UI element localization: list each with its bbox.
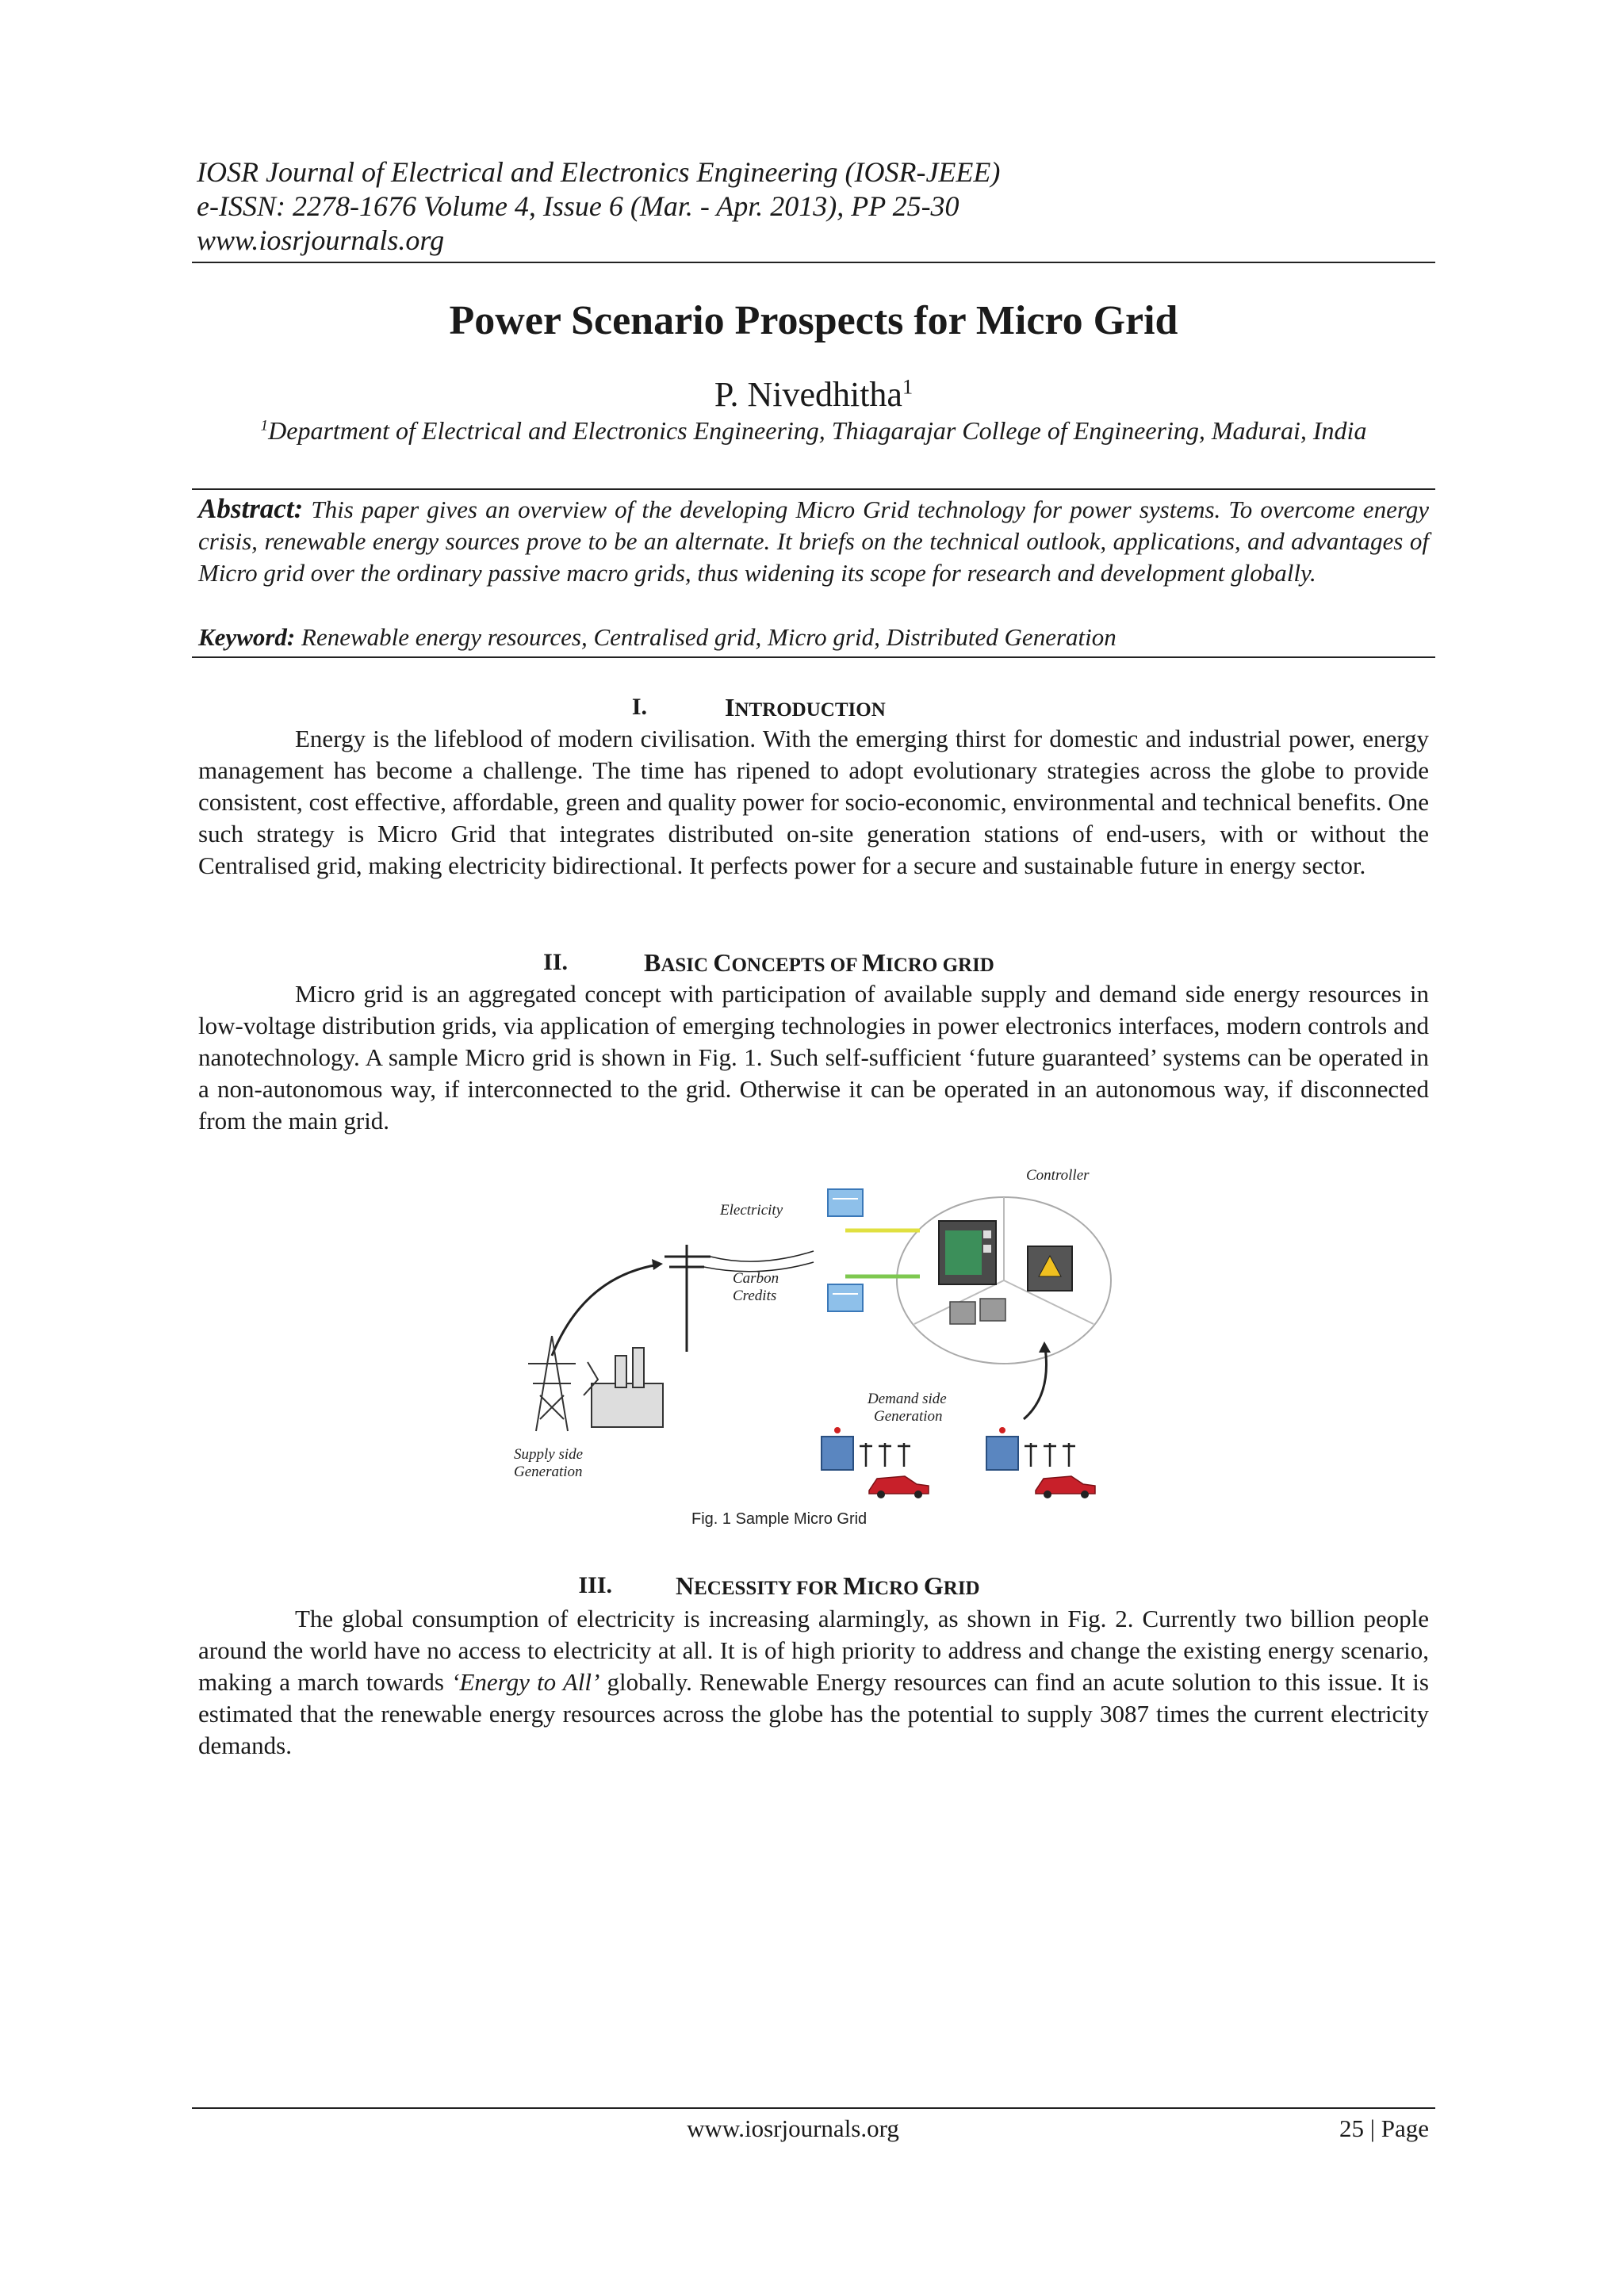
electricity-panel-icon bbox=[828, 1189, 863, 1216]
heading-fragment: ONCEPTS OF bbox=[731, 955, 862, 976]
electricity-label: Electricity bbox=[720, 1202, 783, 1219]
heading-fragment: B bbox=[644, 948, 661, 977]
paragraph-emphasis: ‘Energy to All’ bbox=[451, 1668, 600, 1696]
paragraph-text-part: globally. Renewable Energy resources can find an acute solution to this issue. It is estimated that the renewable energy resources across the globe has the potential to supply 3087 times the current electricity demands. bbox=[198, 1668, 1429, 1759]
heading-fragment: ICRO bbox=[867, 1578, 924, 1599]
author bbox=[192, 373, 1435, 417]
section-title bbox=[644, 947, 994, 982]
keywords-text: Renewable energy resources, Centralised grid, Micro grid, Distributed Generation bbox=[301, 623, 1116, 651]
affiliation bbox=[192, 414, 1435, 447]
keywords bbox=[198, 622, 1429, 653]
heading-fragment: RID bbox=[943, 1578, 980, 1599]
heading-fragment: M bbox=[861, 948, 887, 977]
heading-fragment: ECESSITY FOR bbox=[694, 1578, 844, 1599]
paragraph-text bbox=[198, 1603, 1429, 1762]
issn-line: e-ISSN: 2278-1676 Volume 4, Issue 6 (Mar. - Apr. 2013), PP 25-30 bbox=[197, 190, 959, 222]
heading-fragment: ICRO GRID bbox=[886, 955, 994, 976]
paragraph-text: Energy is the lifeblood of modern civilisation. With the emerging thirst for domestic and industrial power, energy management has become a challenge. The time has ripened to adopt evolutionary strategies across the globe to provide consistent, cost effective, affordable, green and quality power for socio-economic, environmental and technical benefits. One such strategy is Micro Grid that integrates distributed on-site generation stations of end-users, with or without the Centralised grid, making electricity bidirectional. It perfects power for a secure and sustainable future in energy sector. bbox=[198, 725, 1429, 879]
carbon-panel-icon bbox=[828, 1284, 863, 1311]
affiliation-superscript: 1 bbox=[260, 417, 269, 434]
abstract-top-rule bbox=[192, 488, 1435, 490]
heading-fragment: ASIC bbox=[661, 955, 714, 976]
supply-label-line2: Generation bbox=[514, 1464, 583, 1480]
basic-concepts-paragraph bbox=[198, 978, 1429, 1137]
demand-building-icon bbox=[986, 1427, 1018, 1470]
abstract-text: This paper gives an overview of the developing Micro Grid technology for power systems. To overcome energy crisis, renewable energy sources prove to be an alternate. It briefs on the technical outlook, applications, and advantages of Micro grid over the ordinary passive macro grids, thus widening its scope for research and development globally. bbox=[198, 496, 1429, 587]
header-rule bbox=[192, 262, 1435, 263]
transmission-tower-icon bbox=[528, 1336, 576, 1431]
monitor-icon bbox=[939, 1221, 996, 1284]
controller-label: Controller bbox=[1026, 1167, 1090, 1184]
paper-title: Power Scenario Prospects for Micro Grid bbox=[449, 298, 1178, 343]
author-superscript: 1 bbox=[902, 374, 914, 399]
keywords-label: Keyword: bbox=[198, 623, 296, 651]
demand-label-line1: Demand side bbox=[868, 1391, 947, 1407]
electric-car-icon bbox=[869, 1476, 929, 1498]
journal-name: IOSR Journal of Electrical and Electronics Engineering (IOSR-JEEE) bbox=[197, 156, 1001, 188]
abstract-bottom-rule bbox=[192, 656, 1435, 658]
abstract-label: Abstract: bbox=[198, 493, 304, 524]
journal-website: www.iosrjournals.org bbox=[197, 224, 445, 256]
figure-1-sample-micro-grid bbox=[496, 1158, 1131, 1538]
demand-building-icon bbox=[822, 1427, 853, 1470]
carbon-label-line1: Carbon bbox=[733, 1270, 779, 1287]
heading-fragment: I bbox=[725, 693, 735, 721]
footer-rule bbox=[192, 2107, 1435, 2109]
paragraph-text: Micro grid is an aggregated concept with participation of available supply and demand side energy resources in low-voltage distribution grids, via application of emerging technologies in power electronics interfaces, modern controls and nanotechnology. A sample Micro grid is shown in Fig. 1. Such self-sufficient ‘future guaranteed’ systems can be operated in a non-autonomous way, if interconnected to the grid. Otherwise it can be operated in an autonomous way, if disconnected from the main grid. bbox=[198, 980, 1429, 1135]
control-box-icon bbox=[1028, 1246, 1072, 1291]
distribution-poles-icon bbox=[860, 1443, 1075, 1467]
abstract bbox=[198, 493, 1429, 589]
supply-arrow bbox=[552, 1265, 659, 1356]
heading-fragment: N bbox=[676, 1571, 695, 1600]
footer-page-number: 25 | Page bbox=[1339, 2114, 1429, 2142]
demand-label-line2: Generation bbox=[874, 1408, 943, 1425]
introduction-paragraph bbox=[198, 723, 1429, 882]
heading-fragment: M bbox=[843, 1571, 868, 1600]
necessity-paragraph bbox=[198, 1603, 1429, 1762]
figure-caption: Fig. 1 Sample Micro Grid bbox=[691, 1510, 868, 1528]
supply-arrow-head bbox=[652, 1259, 663, 1270]
section-number: II. bbox=[543, 949, 568, 975]
section-number: III. bbox=[578, 1572, 612, 1598]
footer-url: www.iosrjournals.org bbox=[687, 2114, 899, 2142]
section-title bbox=[676, 1570, 980, 1605]
section-title bbox=[725, 691, 886, 726]
heading-fragment: C bbox=[713, 948, 732, 977]
power-plant-icon bbox=[584, 1348, 663, 1427]
carbon-label-line2: Credits bbox=[733, 1288, 777, 1304]
heading-fragment: NTRODUCTION bbox=[734, 699, 886, 721]
author-name: P. Nivedhitha bbox=[714, 375, 902, 414]
paragraph-text-part: The global consumption of electricity is increasing alarmingly, as shown in Fig. 2. Currently two billion people around the world have no access to electricity at all. It is of high priority to address and change the existing energy scenario, making a march towards bbox=[198, 1605, 1429, 1696]
journal-header bbox=[197, 155, 1434, 258]
heading-fragment: G bbox=[923, 1571, 944, 1600]
section-number: I. bbox=[631, 694, 647, 720]
supply-label-line1: Supply side bbox=[514, 1446, 584, 1463]
electric-car-icon bbox=[1036, 1476, 1095, 1498]
affiliation-text: Department of Electrical and Electronics Engineering, Thiagarajar College of Engineering, Madurai, India bbox=[268, 416, 1367, 445]
